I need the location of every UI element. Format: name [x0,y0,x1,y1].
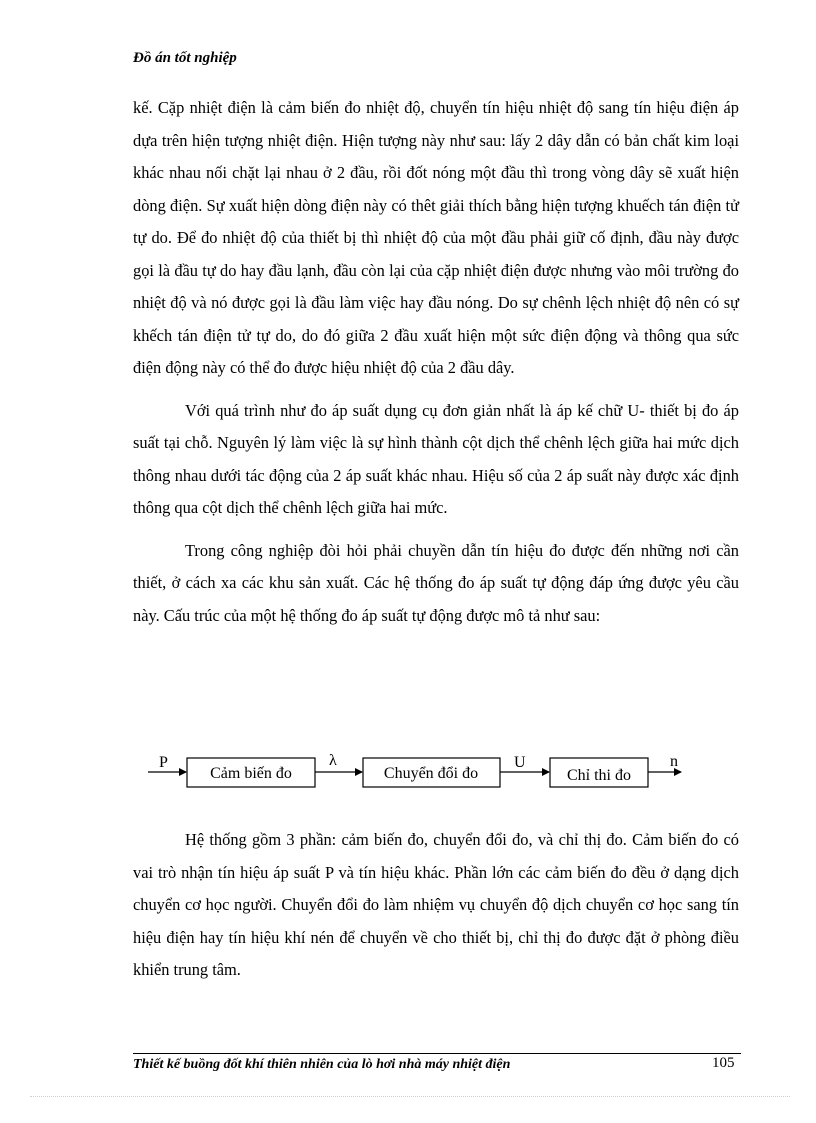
paragraph-system-parts: Hệ thống gồm 3 phần: cảm biến đo, chuyển đổi đo, và chỉ thị đo. Cảm biến đo có vai trò nhận tín hiệu áp suất P và tín hiệu khác. Phần lớn các cảm biến đo đều ở dạng dịch chuyển cơ học người. Chuyển đổi đo làm nhiệm vụ chuyển độ dịch chuyển cơ học sang tín hiệu điện hay tín hiệu khí nén để chuyển về cho thiết bị, chỉ thị đo được đặt ở phòng điều khiển trung tâm. [133,830,739,979]
block-converter-label: Chuyển đổi đo [383,765,479,782]
footer-divider [133,1053,741,1054]
block-sensor-label: Cảm biến đo [210,765,292,782]
page-number: 105 [712,1055,735,1071]
footer-title: Thiết kế buồng đốt khí thiên nhiên của lò hơi nhà máy nhiệt điện [133,1057,511,1072]
paragraph-u-manometer: Với quá trình như đo áp suất dụng cụ đơn giản nhất là áp kế chữ U- thiết bị đo áp suất tại chỗ. Nguyên lý làm việc là sự hình thành cột dịch thể chênh lệch giữa hai mức dịch thông nhau dưới tác động của 2 áp suất khác nhau. Hiệu số của 2 áp suất này được xác định thông qua cột dịch thể chênh lệch giữa hai mức. [133,400,739,517]
block-diagram-svg [133,748,739,800]
block-indicator-label: Chỉ thi đo [566,767,632,784]
page-header: Đồ án tốt nghiệp [133,50,237,66]
output-label-n: n [670,753,678,770]
page-bottom-edge [30,1096,790,1097]
system-description-text [133,824,739,987]
pressure-system-block-diagram [133,748,739,800]
signal-label-lambda: λ [329,752,337,769]
paragraph-industrial-transmission: Trong công nghiệp đòi hỏi phải chuyền dẫn tín hiệu đo được đến những nơi cần thiết, ở cách xa các khu sản xuất. Các hệ thống đo áp suất tự động đáp ứng được yêu cầu này. Cấu trúc của một hệ thống đo áp suất tự động được mô tả như sau: [133,540,739,625]
input-label-p: P [159,754,168,771]
paragraph-thermocouple: kế. Cặp nhiệt điện là cảm biến đo nhiệt độ, chuyển tín hiệu nhiệt độ sang tín hiệu điện áp dựa trên hiện tượng nhiệt điện. Hiện tượng này như sau: lấy 2 dây dẫn có bản chất kim loại khác nhau nối chặt lại nhau ở 2 đầu, rồi đốt nóng một đầu thì trong vòng dây sẽ xuất hiện dòng điện. Sự xuất hiện dòng điện này có thêt giải thích bằng hiện tượng khuếch tán điện tử tự do. Để đo nhiệt độ của thiết bị thì nhiệt độ của một đầu phải giữ cố định, đầu này được gọi là đầu tự do hay đầu lạnh, đầu còn lại của cặp nhiệt điện được nhưng vào môi trường đo nhiệt độ và nó được gọi là đầu làm việc hay đầu nóng. Do sự chênh lệch nhiệt độ nên có sự khếch tán điện tử tự do, do đó giữa 2 đầu xuất hiện một sức điện động và thông qua sức điện động này có thể đo được hiệu nhiệt độ của 2 đầu dây. [133,98,739,377]
main-text [133,92,739,642]
signal-label-u: U [514,754,526,771]
